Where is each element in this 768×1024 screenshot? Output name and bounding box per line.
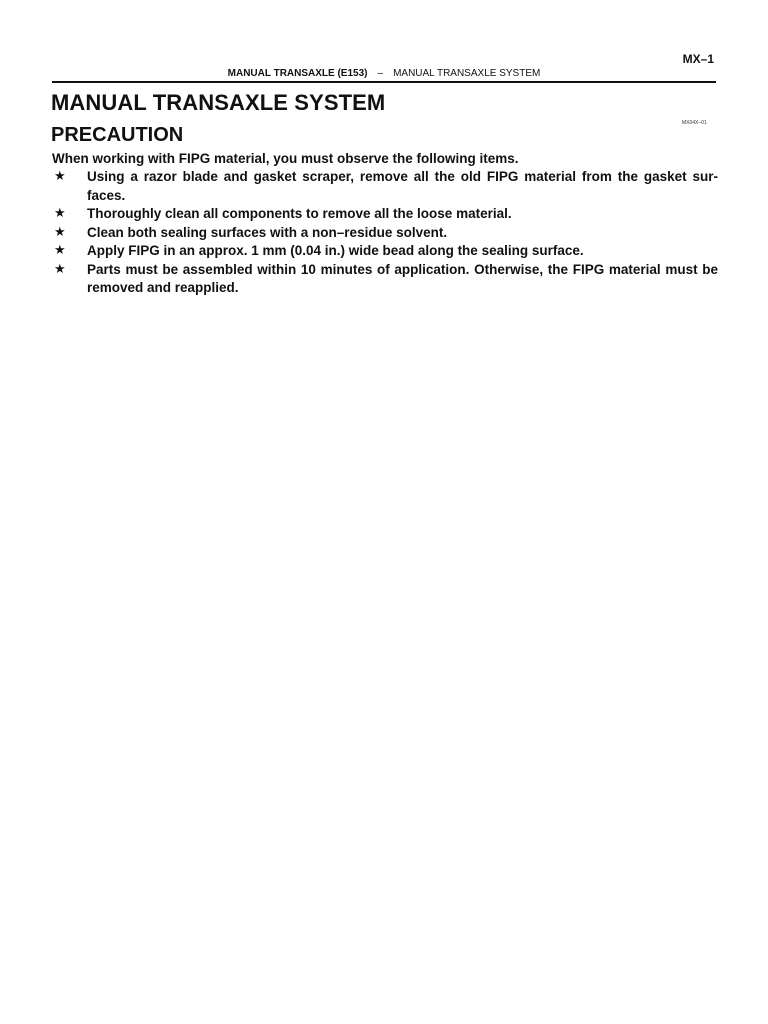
- list-item: [52, 261, 718, 298]
- list-item-text: Clean both sealing surfaces with a non–residue solvent.: [87, 224, 448, 240]
- star-icon: ★: [54, 261, 66, 277]
- list-item: [52, 242, 718, 261]
- precaution-list: [52, 168, 718, 298]
- page-number: MX–1: [682, 52, 714, 66]
- list-item-text: Thoroughly clean all components to remove all the loose material.: [87, 206, 512, 221]
- header-rule: [52, 81, 716, 83]
- list-item-text: Apply FIPG in an approx. 1 mm (0.04 in.) wide bead along the sealing surface.: [87, 243, 584, 258]
- list-item-text: Using a razor blade and gasket scraper, remove all the old FIPG material from the gasket sur-faces.: [87, 169, 718, 203]
- star-icon: ★: [54, 243, 66, 258]
- running-header-subsection: MANUAL TRANSAXLE SYSTEM: [393, 68, 541, 79]
- running-header-section: MANUAL TRANSAXLE (E153): [227, 68, 368, 79]
- intro-text: When working with FIPG material, you must observe the following items.: [52, 151, 519, 166]
- document-code: MX04X–01: [682, 120, 707, 126]
- list-item: [52, 205, 718, 224]
- star-icon: ★: [54, 169, 66, 184]
- list-item: [52, 224, 718, 243]
- section-heading: PRECAUTION: [51, 124, 184, 146]
- running-header: [52, 68, 716, 79]
- list-item-text: Parts must be assembled within 10 minutes of application. Otherwise, the FIPG material must be removed and reapplied.: [87, 261, 718, 295]
- running-header-separator: –: [377, 68, 384, 79]
- document-title: MANUAL TRANSAXLE SYSTEM: [51, 90, 386, 115]
- star-icon: ★: [54, 206, 66, 221]
- star-icon: ★: [54, 224, 66, 240]
- list-item: [52, 168, 718, 205]
